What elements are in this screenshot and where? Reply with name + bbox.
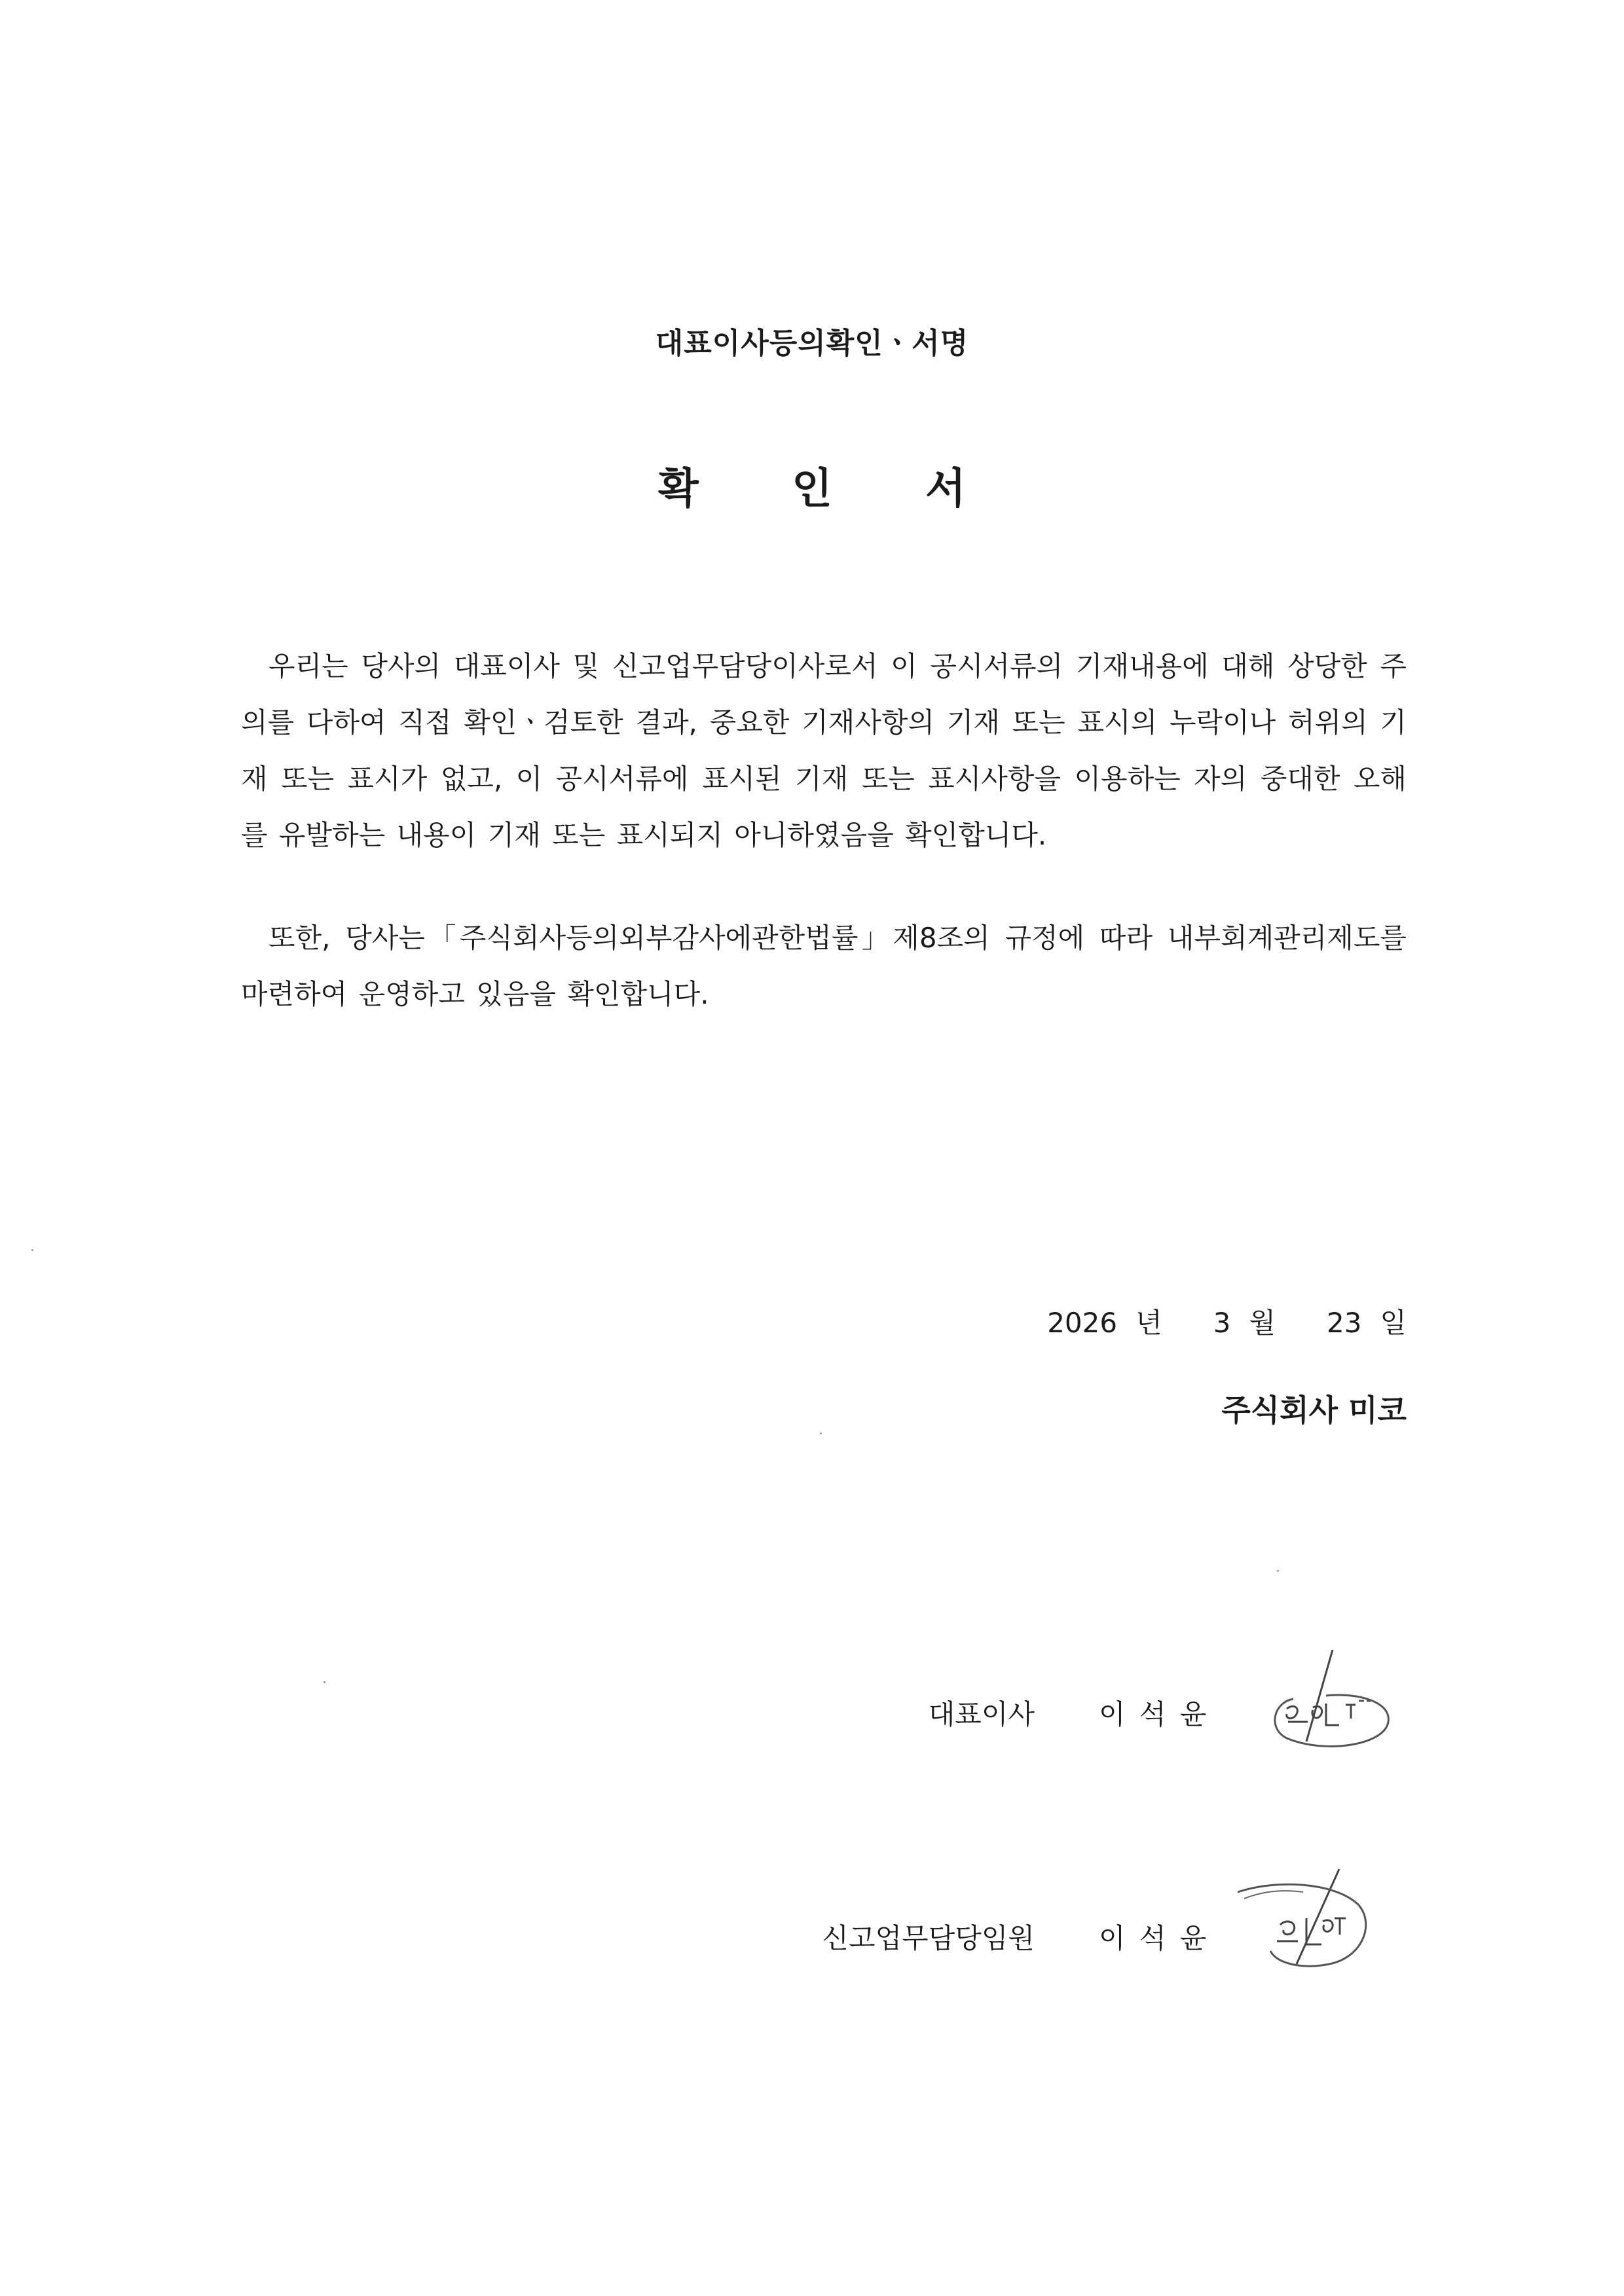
date-month: 3 <box>1213 1307 1231 1339</box>
document-date <box>1047 1302 1407 1341</box>
document-subtitle: 대표이사등의확인ㆍ서명 <box>655 327 969 360</box>
scan-speck <box>323 1681 325 1683</box>
signatory-name-officer-wrap <box>1099 1917 1209 1956</box>
scan-speck <box>820 1432 822 1434</box>
paragraph-2-text: 또한, 당사는「주식회사등의외부감사에관한법률」제8조의 규정에 따라 내부회계관리제도를 마련하여 운영하고 있음을 확인합니다. <box>241 922 1407 1010</box>
paragraph-1-text: 우리는 당사의 대표이사 및 신고업무담당이사로서 이 공시서류의 기재내용에 대해 상당한 주의를 다하여 직접 확인ㆍ검토한 결과, 중요한 기재사항의 기재 또는 표시의 누락이나 허위의 기재 또는 표시가 없고, 이 공시서류에 표시된 기재 또는 표시사항을 이용하는 자의 중대한 오해를 유발하는 내용이 기재 또는 표시되지 아니하였음을 확인합니다. <box>241 650 1407 851</box>
date-month-unit: 월 <box>1249 1307 1276 1339</box>
document-title: 확 인 서 <box>657 465 1006 513</box>
confirmation-paragraph-2 <box>241 910 1407 1023</box>
signatory-role-ceo: 대표이사 <box>928 1698 1035 1730</box>
date-year-unit: 년 <box>1135 1307 1162 1339</box>
date-day: 23 <box>1326 1307 1362 1339</box>
signatory-name-ceo-wrap <box>1099 1693 1209 1732</box>
scan-speck <box>1277 1570 1279 1572</box>
signatory-role-officer-wrap <box>773 1917 1035 1956</box>
officer-signature-image <box>1225 1853 1382 1984</box>
signatory-role-officer: 신고업무담당임원 <box>822 1922 1035 1954</box>
ceo-signature-image <box>1247 1630 1405 1761</box>
confirmation-paragraph-1 <box>241 638 1407 864</box>
signatory-role-ceo-wrap <box>897 1693 1035 1732</box>
signatory-name-ceo: 이 석 윤 <box>1099 1698 1209 1730</box>
date-day-unit: 일 <box>1380 1307 1407 1339</box>
signatory-name-officer: 이 석 윤 <box>1099 1922 1209 1954</box>
company-name: 주식회사 미코 <box>1221 1393 1407 1428</box>
date-year: 2026 <box>1047 1307 1118 1339</box>
scan-speck <box>31 1249 33 1251</box>
